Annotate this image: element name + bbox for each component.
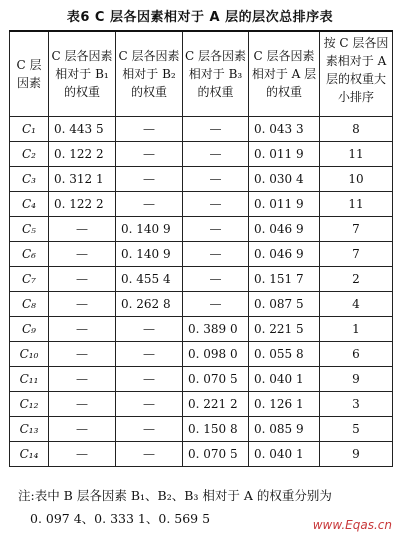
weight-b3-cell: — (183, 192, 249, 217)
rank-cell: 6 (320, 342, 393, 367)
header-row (10, 31, 393, 117)
header-weight-b2: C 层各因素相对于 B₂ 的权重 (116, 31, 183, 117)
weight-a-cell: 0. 011 9 (249, 142, 320, 167)
table-row (10, 242, 393, 267)
rank-cell: 1 (320, 317, 393, 342)
weight-a-cell: 0. 011 9 (249, 192, 320, 217)
table-row (10, 117, 393, 142)
rank-cell: 10 (320, 167, 393, 192)
weight-b2-cell: — (116, 142, 183, 167)
rank-cell: 11 (320, 142, 393, 167)
header-weight-b3: C 层各因素相对于 B₃ 的权重 (183, 31, 249, 117)
weight-b2-cell: 0. 140 9 (116, 217, 183, 242)
table-title: 表6 C 层各因素相对于 A 层的层次总排序表 (66, 10, 334, 25)
header-weight-b1: C 层各因素相对于 B₁ 的权重 (49, 31, 116, 117)
rank-cell: 7 (320, 242, 393, 267)
weight-b1-cell: 0. 443 5 (49, 117, 116, 142)
weight-b2-cell: — (116, 342, 183, 367)
rank-cell: 9 (320, 442, 393, 467)
weight-a-cell: 0. 040 1 (249, 367, 320, 392)
table-row (10, 192, 393, 217)
watermark: www.Eqas.cn (312, 518, 392, 532)
table-row (10, 317, 393, 342)
weight-a-cell: 0. 046 9 (249, 242, 320, 267)
weight-b2-cell: 0. 140 9 (116, 242, 183, 267)
table-row (10, 267, 393, 292)
factor-cell: C₂ (10, 142, 49, 167)
weight-b2-cell: — (116, 442, 183, 467)
ranking-table (9, 30, 393, 467)
weight-b1-cell: — (49, 417, 116, 442)
factor-cell: C₇ (10, 267, 49, 292)
table-row (10, 442, 393, 467)
weight-a-cell: 0. 221 5 (249, 317, 320, 342)
weight-b2-cell: 0. 262 8 (116, 292, 183, 317)
weight-b3-cell: — (183, 167, 249, 192)
factor-cell: C₄ (10, 192, 49, 217)
weight-a-cell: 0. 087 5 (249, 292, 320, 317)
header-weight-a: C 层各因素相对于 A 层的权重 (249, 31, 320, 117)
weight-b2-cell: — (116, 117, 183, 142)
header-rank: 按 C 层各因素相对于 A 层的权重大小排序 (320, 31, 393, 117)
factor-cell: C₉ (10, 317, 49, 342)
weight-b1-cell: — (49, 367, 116, 392)
weight-b3-cell: — (183, 292, 249, 317)
weight-b2-cell: 0. 455 4 (116, 267, 183, 292)
rank-cell: 5 (320, 417, 393, 442)
weight-b3-cell: — (183, 242, 249, 267)
weight-b2-cell: — (116, 167, 183, 192)
weight-a-cell: 0. 126 1 (249, 392, 320, 417)
weight-b1-cell: — (49, 267, 116, 292)
factor-cell: C₁₄ (10, 442, 49, 467)
weight-b1-cell: — (49, 317, 116, 342)
weight-a-cell: 0. 151 7 (249, 267, 320, 292)
weight-b2-cell: — (116, 392, 183, 417)
factor-cell: C₁₃ (10, 417, 49, 442)
weight-b2-cell: — (116, 367, 183, 392)
weight-b3-cell: 0. 070 5 (183, 442, 249, 467)
table-row (10, 217, 393, 242)
rank-cell: 11 (320, 192, 393, 217)
note-line-1: 注:表中 B 层各因素 B₁、B₂、B₃ 相对于 A 的权重分别为 (18, 488, 332, 503)
table-row (10, 167, 393, 192)
rank-cell: 9 (320, 367, 393, 392)
rank-cell: 2 (320, 267, 393, 292)
weight-a-cell: 0. 055 8 (249, 342, 320, 367)
weight-b1-cell: — (49, 217, 116, 242)
weight-b1-cell: 0. 122 2 (49, 192, 116, 217)
weight-b1-cell: — (49, 292, 116, 317)
factor-cell: C₅ (10, 217, 49, 242)
weight-b1-cell: 0. 122 2 (49, 142, 116, 167)
factor-cell: C₈ (10, 292, 49, 317)
rank-cell: 8 (320, 117, 393, 142)
weight-a-cell: 0. 040 1 (249, 442, 320, 467)
rank-cell: 4 (320, 292, 393, 317)
table-row (10, 142, 393, 167)
header-factor: C 层因素 (10, 31, 49, 117)
table-row (10, 342, 393, 367)
table-body (10, 117, 393, 467)
weight-b3-cell: 0. 070 5 (183, 367, 249, 392)
factor-cell: C₃ (10, 167, 49, 192)
weight-b2-cell: — (116, 417, 183, 442)
factor-cell: C₁₂ (10, 392, 49, 417)
factor-cell: C₁ (10, 117, 49, 142)
weight-b1-cell: — (49, 442, 116, 467)
rank-cell: 3 (320, 392, 393, 417)
weight-b1-cell: — (49, 242, 116, 267)
weight-b2-cell: — (116, 317, 183, 342)
weight-b1-cell: 0. 312 1 (49, 167, 116, 192)
note-line-2: 0. 097 4、0. 333 1、0. 569 5 (30, 511, 211, 526)
weight-b1-cell: — (49, 342, 116, 367)
weight-a-cell: 0. 085 9 (249, 417, 320, 442)
table-row (10, 292, 393, 317)
table-row (10, 367, 393, 392)
weight-b3-cell: 0. 389 0 (183, 317, 249, 342)
weight-b1-cell: — (49, 392, 116, 417)
table-row (10, 392, 393, 417)
weight-b3-cell: — (183, 117, 249, 142)
weight-b3-cell: — (183, 217, 249, 242)
factor-cell: C₁₀ (10, 342, 49, 367)
weight-b2-cell: — (116, 192, 183, 217)
table-row (10, 417, 393, 442)
weight-b3-cell: 0. 098 0 (183, 342, 249, 367)
rank-cell: 7 (320, 217, 393, 242)
factor-cell: C₆ (10, 242, 49, 267)
factor-cell: C₁₁ (10, 367, 49, 392)
weight-b3-cell: — (183, 267, 249, 292)
weight-a-cell: 0. 030 4 (249, 167, 320, 192)
weight-a-cell: 0. 043 3 (249, 117, 320, 142)
weight-b3-cell: 0. 221 2 (183, 392, 249, 417)
weight-b3-cell: — (183, 142, 249, 167)
weight-a-cell: 0. 046 9 (249, 217, 320, 242)
weight-b3-cell: 0. 150 8 (183, 417, 249, 442)
